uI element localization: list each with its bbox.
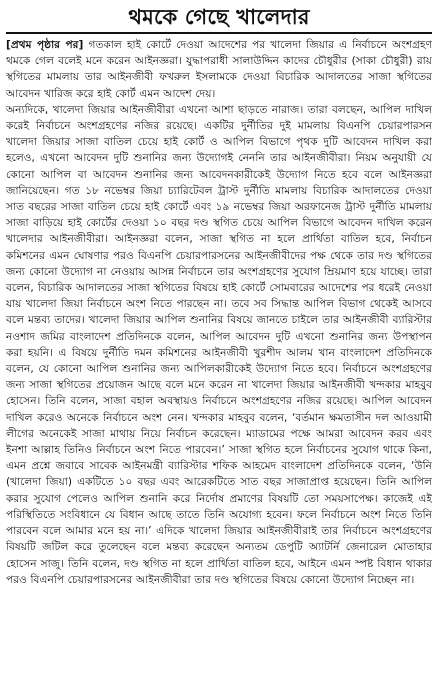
article-paragraph: অন্যদিকে, খালেদা জিয়ার আইনজীবীরা এখনো আশা ছাড়তে নারাজ। তারা বলছেন, আপিল দাখিল করেই নির্বাচনে অংশগ্রহণের নজির রয়েছে। একটির দুর্নীতির দুই মামলায় বিএনপি চেয়ারপারসন খালেদা জিয়ার সাজা বাতিল চেয়ে হাই কোর্ট ও আপিল বিভাগে পৃথক দুটি আবেদন দাখিল করা হলেও, এখনো আবেদন দুটি শুনানির জন্য উদ্যোগই নেননি তার আইনজীবীরা। নিয়ম অনুযায়ী যে কোনো আপিল বা আবেদন শুনানির জন্য আবেদনকারীকেই উদ্যোগ নিতে হবে বলে আইনজ্ঞরা জানিয়েছেন। গত ১৮ নভেম্বর জিয়া চ্যারিটেবল ট্রাস্ট দুর্নীতি মামলায় বিচারিক আদালতের দেওয়া সাত বছরের সাজা বাতিল চেয়ে হাই কোর্টে এবং ১৯ নভেম্বর জিয়া অরফানেজ ট্রাস্ট দুর্নীতি মামলায় সাজা বাড়িয়ে হাই কোর্টের দেওয়া ১০ বছর দণ্ড স্থগিত চেয়ে আপিল বিভাগে আবেদন দাখিল করেন খালেদার আইনজীবীরা। আইনজ্ঞরা বলেন, সাজা স্থগিত না হলে প্রার্থিতা বাতিল হবে, নির্বাচন কমিশনের এমন ঘোষণার পরও বিএনপি চেয়ারপারসনের আইনজীবীদের পক্ষ থেকে তার দণ্ড স্থগিতের জন্য কোনো উদ্যোগ না নেওয়ায় আসন্ন নির্বাচনে তার অংশগ্রহণের সুযোগ ম্রিয়মাণ হয়ে যাচ্ছে। তারা বলেন, বিচারিক আদালতের সাজা স্থগিতের বিষয়ে হাই কোর্টে সোমবারের আদেশের পর ধরেই নেওয়া যায় খালেদা জিয়া নির্বাচনে অংশ নিতে পারছেন না। তবে সব সিদ্ধান্ত আপিল বিভাগ থেকেই আসবে বলে মন্তব্য তাদের। খালেদা জিয়ার আপিল শুনানির বিষয়ে জানতে চাইলে তার আইনজীবী ব্যারিস্টার নওশাদ জমির বাংলাদেশ প্রতিদিনকে বলেন, আপিল আবেদন দুটি এখনো শুনানির জন্য উপস্থাপন করা হয়নি। এ বিষয়ে দুর্নীতি দমন কমিশনের আইনজীবী খুরশীদ আলম খান বাংলাদেশ প্রতিদিনকে বলেন, যে কোনো আপিল শুনানির জন্য আপিলকারীকেই উদ্যোগ নিতে হবে। নির্বাচনে অংশগ্রহণের জন্য সাজা স্থগিতের প্রয়োজন আছে বলে মনে করেন না খালেদা জিয়ার আইনজীবী খন্দকার মাহবুব হোসেন। তিনি বলেন, সাজা বহাল অবস্থায়ও নির্বাচনে অংশগ্রহণের নজির রয়েছে। আপিল আবেদন দাখিল করেও অনেকে নির্বাচনে অংশ নেন। খন্দকার মাহবুব বলেন, ‘বর্তমান ক্ষমতাসীন দল আওয়ামী লীগের অনেকেই সাজা মাথায় নিয়ে নির্বাচন করেছেন। ম্যাডামের পক্ষে আমরা আবেদন করব এবং ইনশা আল্লাহ তিনিও নির্বাচনে অংশ নিতে পারবেন।’ সাজা স্থগিত হলে নির্বাচনের সুযোগ থাকে কিনা, এমন প্রশ্নে জবাবে সাবেক আইনমন্ত্রী ব্যারিস্টার শফিক আহমেদ বাংলাদেশ প্রতিদিনকে বলেন, ‘উনি (খালেদা জিয়া) একটিতে ১০ বছর এবং আরেকটিতে সাত বছর সাজাপ্রাপ্ত হয়েছেন। তিনি আপিল করার সুযোগ পেলেও আপিল শুনানি করে নির্দোষ প্রমাণের বিষয়টি তো সময়সাপেক্ষ। কাজেই এই পরিস্থিতিতে সংবিধানে যে বিধান আছে তাতে তিনি অযোগ্য হবেন। ফলে নির্বাচনে অংশ নিতে তিনি পারবেন বলে আমার মনে হয় না।’ এদিকে খালেদা জিয়ার আইনজীবীরাই তার নির্বাচনে অংশগ্রহণের বিষয়টি জটিল করে তুলেছেন বলে মন্তব্য করেছেন অন্যতম ডেপুটি অ্যাটর্নি জেনারেল মোতাহার হোসেন সাজু। তিনি বলেন, দণ্ড স্থগিত না হলে প্রার্থিতা বাতিল হবে, আইনে এমন স্পষ্ট বিধান থাকার পরও বিএনপি চেয়ারপারসনের আইনজীবীরা তার দণ্ড স্থগিতের বিষয়ে কোনো উদ্যোগ নিচ্ছেন না।	[6, 103, 432, 586]
headline-divider	[6, 32, 432, 34]
paragraph-text: গতকাল হাই কোর্টে দেওয়া আদেশের পর খালেদা জিয়ার এ নির্বাচনে অংশগ্রহণ থমকে গেল বলেই মনে করেন আইনজ্ঞরা। যুদ্ধাপরাধী সালাউদ্দিন কাদের চৌধুরীর (সাকা চৌধুরী) রায় স্থগিতের মামলায় তার আইনজীবী ফখরুল ইসলামকে দেওয়া বিচারিক আদালতের সাজা স্থগিতের আবেদন খারিজ করে হাই কোর্ট এমন আদেশ দেয়।	[6, 39, 432, 100]
continued-from-front-page-label: [প্রথম পৃষ্ঠার পর]	[6, 39, 84, 51]
article-headline: থমকে গেছে খালেদার	[128, 5, 310, 29]
article-paragraph	[6, 37, 432, 102]
article-body	[6, 37, 432, 588]
